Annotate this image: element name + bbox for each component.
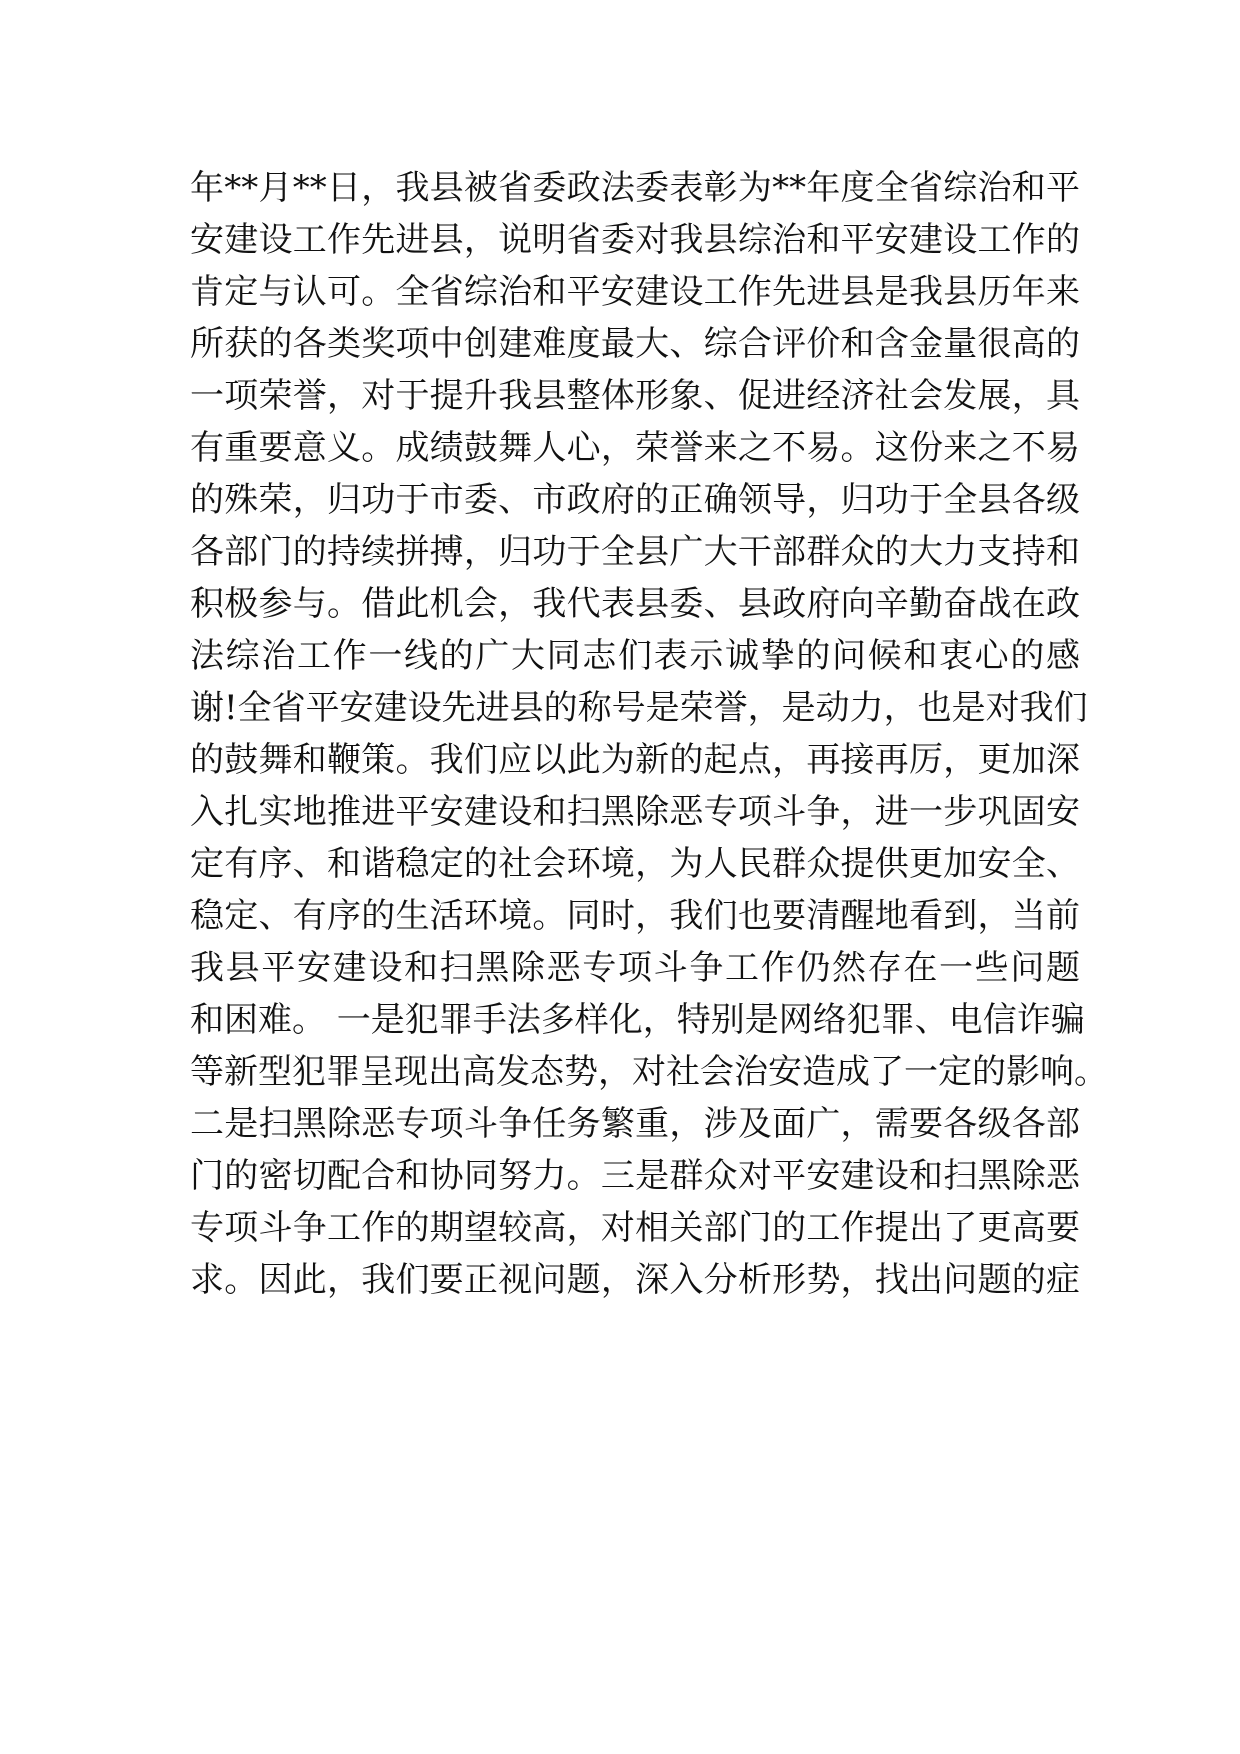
text-line: 求。因此，我们要正视问题，深入分析形势，找出问题的症 [190,1260,1080,1300]
text-line: 所获的各类奖项中创建难度最大、综合评价和含金量很高的 [190,324,1080,364]
text-line: 一项荣誉，对于提升我县整体形象、促进经济社会发展，具 [190,376,1080,416]
text-line: 各部门的持续拼搏，归功于全县广大干部群众的大力支持和 [190,532,1080,572]
body-text [190,162,1108,1306]
text-line: 专项斗争工作的期望较高，对相关部门的工作提出了更高要 [190,1208,1080,1248]
text-line: 肯定与认可。全省综治和平安建设工作先进县是我县历年来 [190,272,1080,312]
text-line: 年**月**日，我县被省委政法委表彰为**年度全省综治和平 [190,168,1080,208]
text-line: 和困难。 一是犯罪手法多样化，特别是网络犯罪、电信诈骗 [190,1000,1085,1040]
text-line: 有重要意义。成绩鼓舞人心，荣誉来之不易。这份来之不易 [190,428,1080,468]
text-line: 定有序、和谐稳定的社会环境，为人民群众提供更加安全、 [190,844,1080,884]
text-line: 门的密切配合和协同努力。三是群众对平安建设和扫黑除恶 [190,1156,1080,1196]
text-line: 稳定、有序的生活环境。同时，我们也要清醒地看到，当前 [190,896,1080,936]
text-line: 入扎实地推进平安建设和扫黑除恶专项斗争，进一步巩固安 [190,792,1080,832]
text-line: 的殊荣，归功于市委、市政府的正确领导，归功于全县各级 [190,480,1080,520]
text-line: 等新型犯罪呈现出高发态势，对社会治安造成了一定的影响。 [190,1052,1108,1092]
text-line: 谢!全省平安建设先进县的称号是荣誉，是动力，也是对我们 [190,688,1088,728]
text-line: 二是扫黑除恶专项斗争任务繁重，涉及面广，需要各级各部 [190,1104,1080,1144]
text-line: 的鼓舞和鞭策。我们应以此为新的起点，再接再厉，更加深 [190,740,1080,780]
text-line: 安建设工作先进县，说明省委对我县综治和平安建设工作的 [190,220,1080,260]
text-line: 积极参与。借此机会，我代表县委、县政府向辛勤奋战在政 [190,584,1080,624]
text-line: 我县平安建设和扫黑除恶专项斗争工作仍然存在一些问题 [190,948,1080,988]
text-line: 法综治工作一线的广大同志们表示诚挚的问候和衷心的感 [190,636,1080,676]
